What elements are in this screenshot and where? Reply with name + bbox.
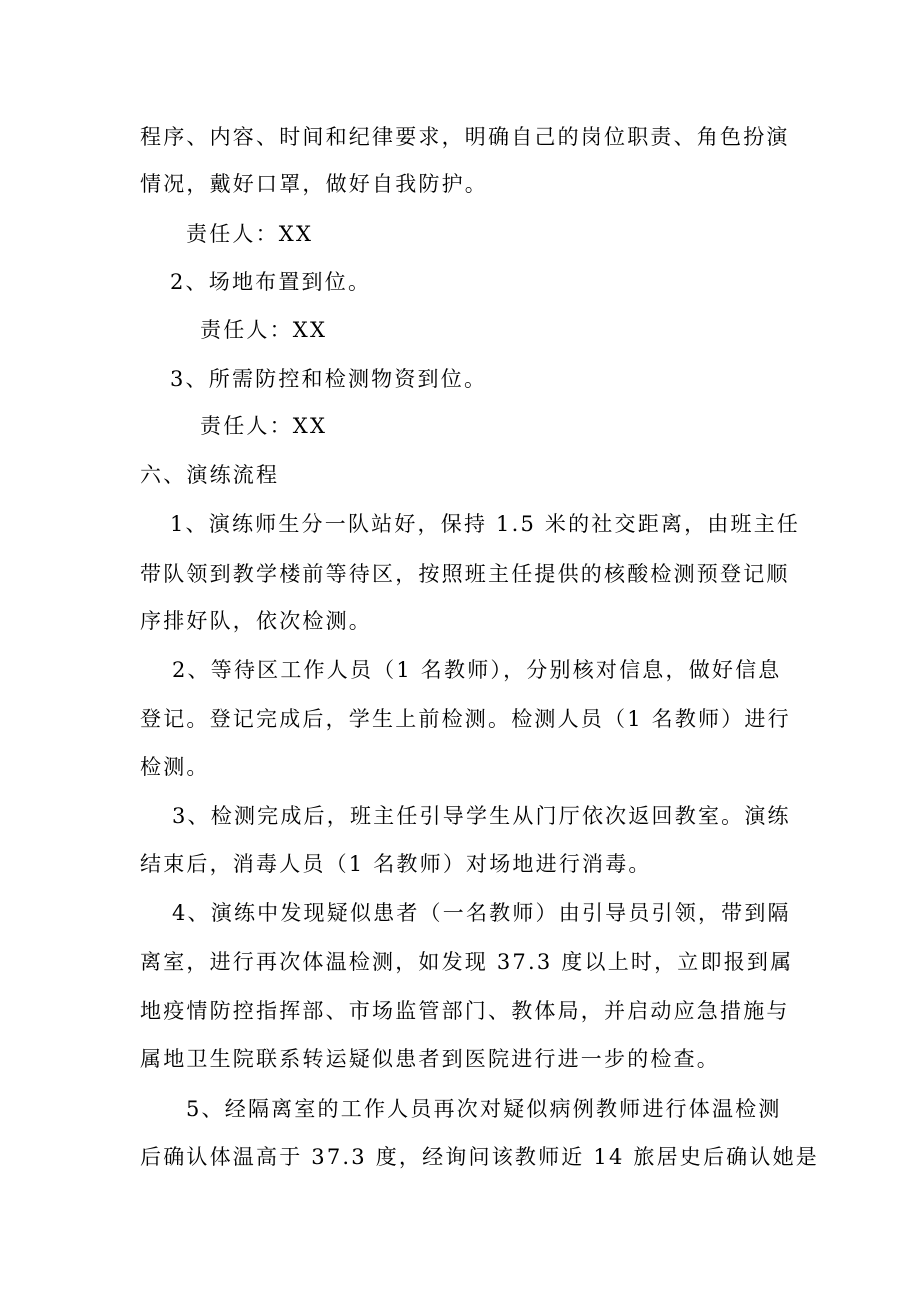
- text-line-3: 责任人：XX: [186, 222, 314, 246]
- text-line-15: 3、检测完成后，班主任引导学生从门厅依次返回教室。演练: [172, 804, 791, 828]
- text-line-9: 1、演练师生分一队站好，保持 1.5 米的社交距离，由班主任: [170, 512, 801, 536]
- text-line-6: 3、所需防控和检测物资到位。: [170, 367, 488, 391]
- text-line-22: 后确认体温高于 37.3 度，经询问该教师近 14 旅居史后确认她是: [140, 1145, 819, 1169]
- text-line-2: 情况，戴好口罩，做好自我防护。: [140, 172, 488, 196]
- text-line-20: 属地卫生院联系转运疑似患者到医院进行进一步的检查。: [140, 1047, 720, 1071]
- text-line-13: 登记。登记完成后，学生上前检测。检测人员（1 名教师）进行: [140, 707, 791, 731]
- text-line-16: 结束后，消毒人员（1 名教师）对场地进行消毒。: [140, 852, 652, 876]
- text-line-10: 带队领到教学楼前等待区，按照班主任提供的核酸检测预登记顺: [140, 562, 790, 586]
- text-line-21: 5、经隔离室的工作人员再次对疑似病例教师进行体温检测: [186, 1097, 782, 1121]
- text-line-14: 检测。: [140, 755, 210, 779]
- text-line-7: 责任人：XX: [200, 414, 328, 438]
- text-line-18: 离室，进行再次体温检测，如发现 37.3 度以上时，立即报到属: [140, 950, 794, 974]
- text-line-12: 2、等待区工作人员（1 名教师），分别核对信息，做好信息: [172, 658, 782, 682]
- section-heading: 六、演练流程: [140, 463, 280, 487]
- text-line-17: 4、演练中发现疑似患者（一名教师）由引导员引领，带到隔: [172, 901, 791, 925]
- text-line-11: 序排好队，依次检测。: [140, 609, 372, 633]
- text-line-1: 程序、内容、时间和纪律要求，明确自己的岗位职责、角色扮演: [140, 125, 790, 149]
- text-line-4: 2、场地布置到位。: [170, 270, 372, 294]
- text-line-5: 责任人：XX: [200, 318, 328, 342]
- text-line-19: 地疫情防控指挥部、市场监管部门、教体局，并启动应急措施与: [140, 999, 790, 1023]
